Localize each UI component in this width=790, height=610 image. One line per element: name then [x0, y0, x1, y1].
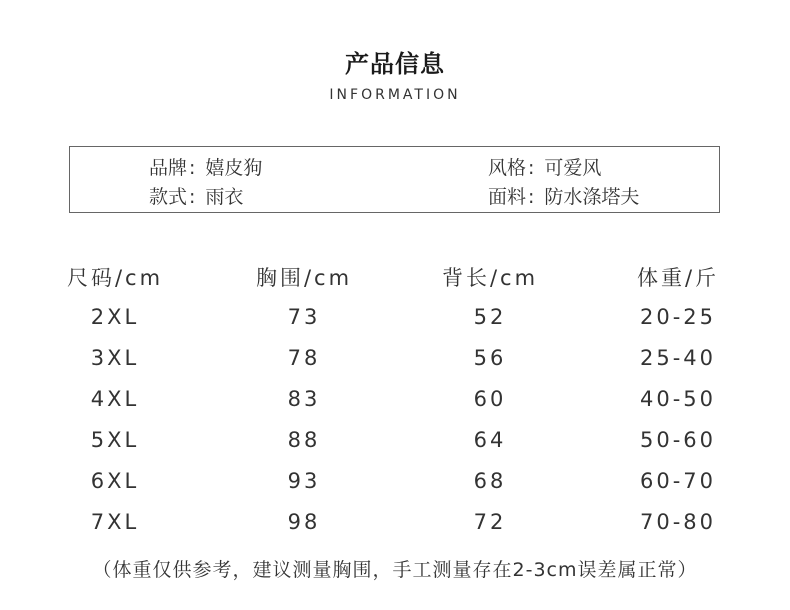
chest-cell: 88	[287, 428, 321, 452]
measurement-note: （体重仅供参考，建议测量胸围，手工测量存在2-3cm误差属正常）	[92, 559, 698, 581]
size-cell: 6XL	[90, 469, 140, 493]
weight-cell: 70-80	[639, 510, 717, 534]
weight-cell: 60-70	[639, 469, 717, 493]
size-cell: 7XL	[90, 510, 140, 534]
size-cell: 5XL	[90, 428, 140, 452]
brand-label: 品牌	[149, 157, 188, 179]
brand-separator: :	[189, 157, 196, 179]
type-info	[149, 182, 243, 209]
back-length-cell: 64	[473, 428, 507, 452]
size-cell: 2XL	[90, 305, 140, 329]
weight-cell: 20-25	[639, 305, 717, 329]
back-length-cell: 52	[473, 305, 507, 329]
column-header-weight: 体重/斤	[636, 266, 720, 290]
back-length-cell: 60	[473, 387, 507, 411]
weight-cell: 50-60	[639, 428, 717, 452]
fabric-separator: :	[528, 186, 535, 208]
style-label: 风格	[488, 157, 527, 179]
column-header-chest: 胸围/cm	[255, 266, 353, 290]
fabric-info	[488, 182, 639, 209]
brand-value: 嬉皮狗	[205, 157, 263, 179]
style-info	[488, 153, 601, 180]
back-length-cell: 56	[473, 346, 507, 370]
weight-cell: 25-40	[639, 346, 717, 370]
chest-cell: 78	[287, 346, 321, 370]
style-value: 可爱风	[544, 157, 602, 179]
fabric-value: 防水涤塔夫	[544, 186, 640, 208]
column-header-back-length: 背长/cm	[441, 266, 539, 290]
back-length-cell: 72	[473, 510, 507, 534]
chest-cell: 73	[287, 305, 321, 329]
type-label: 款式	[149, 186, 188, 208]
type-separator: :	[189, 186, 196, 208]
brand-info	[149, 153, 262, 180]
chest-cell: 83	[287, 387, 321, 411]
column-header-size: 尺码/cm	[66, 266, 164, 290]
chest-cell: 98	[287, 510, 321, 534]
page-title: 产品信息	[345, 50, 445, 78]
type-value: 雨衣	[205, 186, 244, 208]
style-separator: :	[528, 157, 535, 179]
weight-cell: 40-50	[639, 387, 717, 411]
size-cell: 3XL	[90, 346, 140, 370]
back-length-cell: 68	[473, 469, 507, 493]
page-subtitle: INFORMATION	[329, 87, 461, 103]
size-cell: 4XL	[90, 387, 140, 411]
fabric-label: 面料	[488, 186, 527, 208]
chest-cell: 93	[287, 469, 321, 493]
product-info-box	[69, 146, 720, 213]
